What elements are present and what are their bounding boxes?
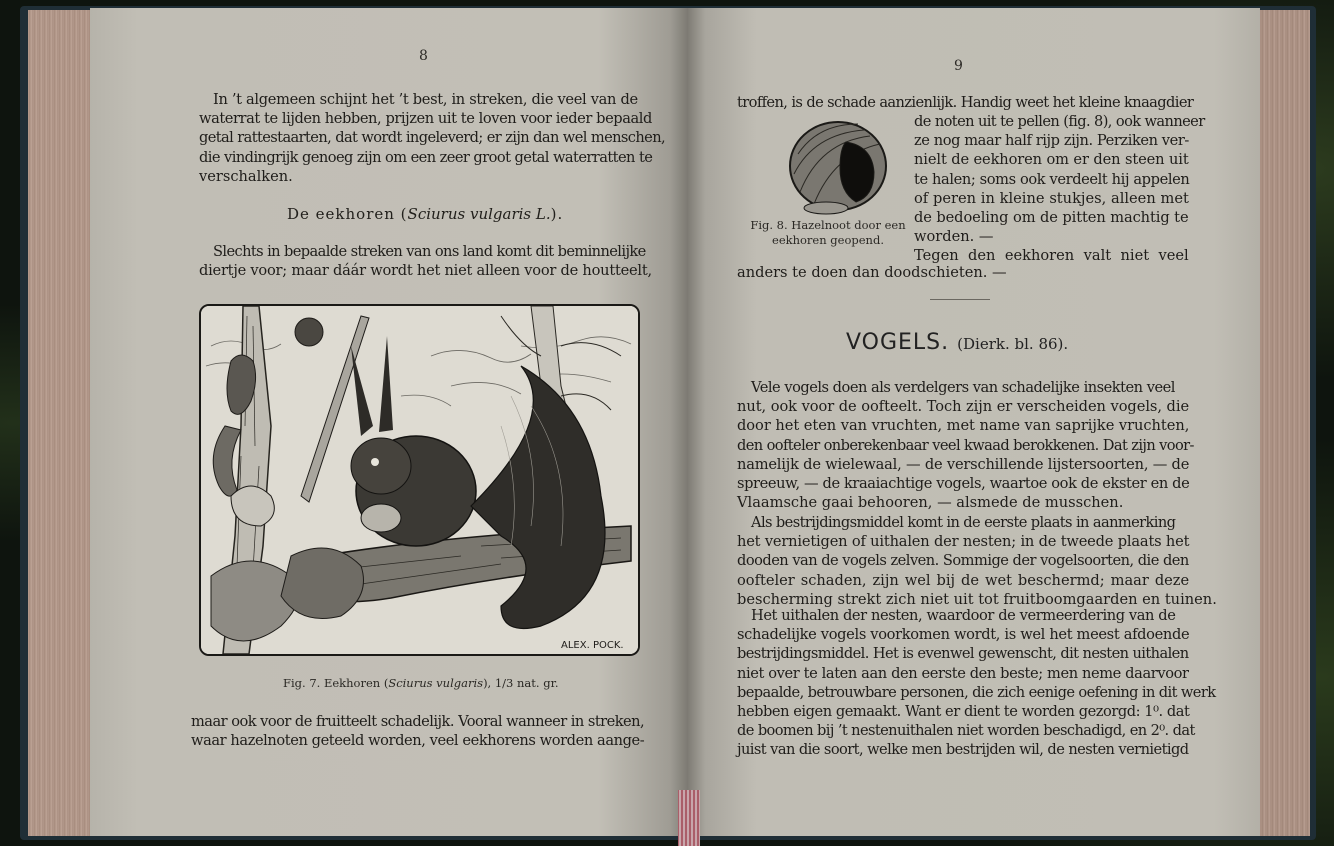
intro-line-text: troffen, is de schade aanzienlijk. Handig weet het kleine knaagdier	[737, 94, 1194, 111]
chapter-heading-vogels	[846, 330, 1068, 355]
text-line: bestrijdingsmiddel. Het is evenwel gewenscht, dit nesten uithalen	[737, 645, 1189, 663]
fig7-caption-prefix: Fig. 7. Eekhoren (	[283, 676, 389, 690]
fig8-caption-line2: eekhoren geopend.	[772, 233, 884, 247]
text-line: het vernietigen of uithalen der nesten; in de tweede plaats het	[737, 533, 1190, 551]
text-line: ze nog maar half rijp zijn. Perziken ver-	[914, 132, 1189, 150]
text-line: Het uithalen der nesten, waardoor de vermeerdering van de	[751, 607, 1176, 624]
heading-prefix: De eekhoren (	[287, 205, 408, 223]
chapter-title: VOGELS.	[846, 330, 950, 355]
right-paragraph-vele-vogels	[737, 378, 1194, 512]
chapter-subtitle: (Dierk. bl. 86).	[957, 335, 1069, 353]
spine-binding	[678, 790, 700, 846]
text-line: te halen; soms ook verdeelt hij appelen	[914, 170, 1190, 188]
text-line: getal rattestaarten, dat wordt ingeleverd; er zijn dan wel menschen,	[199, 129, 666, 147]
fig8-caption-line1: Fig. 8. Hazelnoot door een	[750, 218, 906, 232]
page-number-right: 9	[954, 58, 963, 74]
text-line: diertje voor; maar dáár wordt het niet alleen voor de houtteelt,	[199, 262, 652, 280]
heading-latin: Sciurus vulgaris L.	[407, 205, 551, 223]
text-line: Tegen den eekhoren valt niet veel	[914, 247, 1189, 265]
text-line: Vele vogels doen als verdelgers van schadelijke insekten veel	[751, 379, 1175, 396]
text-line: de bedoeling om de pitten machtig te	[914, 209, 1189, 227]
text-line: spreeuw, — de kraaiachtige vogels, waartoe ook de ekster en de	[737, 475, 1190, 493]
text-line: den oofteler onberekenbaar veel kwaad berokkenen. Dat zijn voor-	[737, 436, 1194, 454]
heading-suffix: ).	[550, 205, 564, 223]
text-line: maar ook voor de fruitteelt schadelijk. Vooral wanneer in streken,	[191, 713, 645, 730]
text-line: of peren in kleine stukjes, alleen met	[914, 189, 1189, 207]
text-line: Vlaamsche gaai behooren, — alsmede de musschen.	[737, 494, 1124, 512]
after-wrap-line-text: anders te doen dan doodschieten. —	[737, 264, 1007, 281]
right-paragraph-bestrijding	[737, 513, 1217, 609]
figure-8-hazelnut-illustration	[778, 114, 900, 216]
right-wrapped-paragraph	[914, 112, 1205, 266]
text-line: Slechts in bepaalde streken van ons land komt dit beminnelijke	[213, 243, 646, 260]
figure-7-squirrel-illustration	[199, 304, 640, 656]
text-line: de noten uit te pellen (fig. 8), ook wanneer	[914, 113, 1205, 130]
fig7-caption-latin: Sciurus vulgaris	[388, 676, 484, 690]
section-divider	[930, 299, 990, 300]
left-paragraph-slechts	[199, 242, 652, 280]
text-line: de boomen bij ’t nestenuithalen niet worden beschadigd, en 2⁰. dat	[737, 722, 1195, 740]
text-line: In ’t algemeen schijnt het ’t best, in streken, die veel van de	[213, 91, 638, 108]
text-line: bepaalde, betrouwbare personen, die zich eenige oefening in dit werk	[737, 683, 1216, 701]
text-line: hebben eigen gemaakt. Want er dient te worden gezorgd: 1⁰. dat	[737, 703, 1190, 721]
text-line: nut, ook voor de oofteelt. Toch zijn er verscheiden vogels, die	[737, 398, 1190, 416]
text-line: worden. —	[914, 228, 994, 246]
text-line: oofteler schaden, zijn wel bij de wet beschermd; maar deze	[737, 571, 1190, 589]
text-line: Als bestrijdingsmiddel komt in de eerste plaats in aanmerking	[751, 514, 1176, 531]
text-line: die vindingrijk genoeg zijn om een zeer groot getal waterratten te	[199, 148, 653, 166]
text-line: verschalken.	[199, 167, 293, 185]
right-paragraph-nesten	[737, 606, 1216, 760]
text-line: nielt de eekhoren om er den steen uit	[914, 151, 1189, 169]
figure-7-caption	[283, 676, 558, 690]
text-line: niet over te laten aan den eerste den beste; men neme daarvoor	[737, 664, 1189, 682]
figure-signature: ALEX. POCK.	[561, 640, 624, 651]
text-line: bescherming strekt zich niet uit tot fruitboomgaarden en tuinen.	[737, 590, 1217, 608]
text-line: juist van die soort, welke men bestrijden wil, de nesten vernietigd	[737, 741, 1189, 759]
text-line: schadelijke vogels voorkomen wordt, is wel het meest afdoende	[737, 626, 1190, 644]
figure-8-caption	[748, 218, 908, 248]
text-line: door het eten van vruchten, met name van saprijke vruchten,	[737, 417, 1190, 435]
section-heading-eekhoren	[287, 205, 563, 223]
right-after-wrap-line	[737, 263, 1189, 282]
page-number-left: 8	[419, 48, 428, 64]
text-line: namelijk de wielewaal, — de verschillende lijstersoorten, — de	[737, 455, 1190, 473]
text-line: waar hazelnoten geteeld worden, veel eekhorens worden aange-	[191, 732, 645, 750]
right-intro-line	[737, 93, 1194, 112]
left-paragraph-waterrat	[199, 90, 666, 186]
fig7-caption-suffix: ), 1/3 nat. gr.	[483, 676, 559, 690]
left-paragraph-fruitteelt	[191, 712, 644, 750]
squirrel-engraving	[201, 306, 638, 654]
text-line: dooden van de vogels zelven. Sommige der vogelsoorten, die den	[737, 552, 1189, 570]
text-line: waterrat te lijden hebben, prijzen uit te loven voor ieder bepaald	[199, 110, 652, 128]
